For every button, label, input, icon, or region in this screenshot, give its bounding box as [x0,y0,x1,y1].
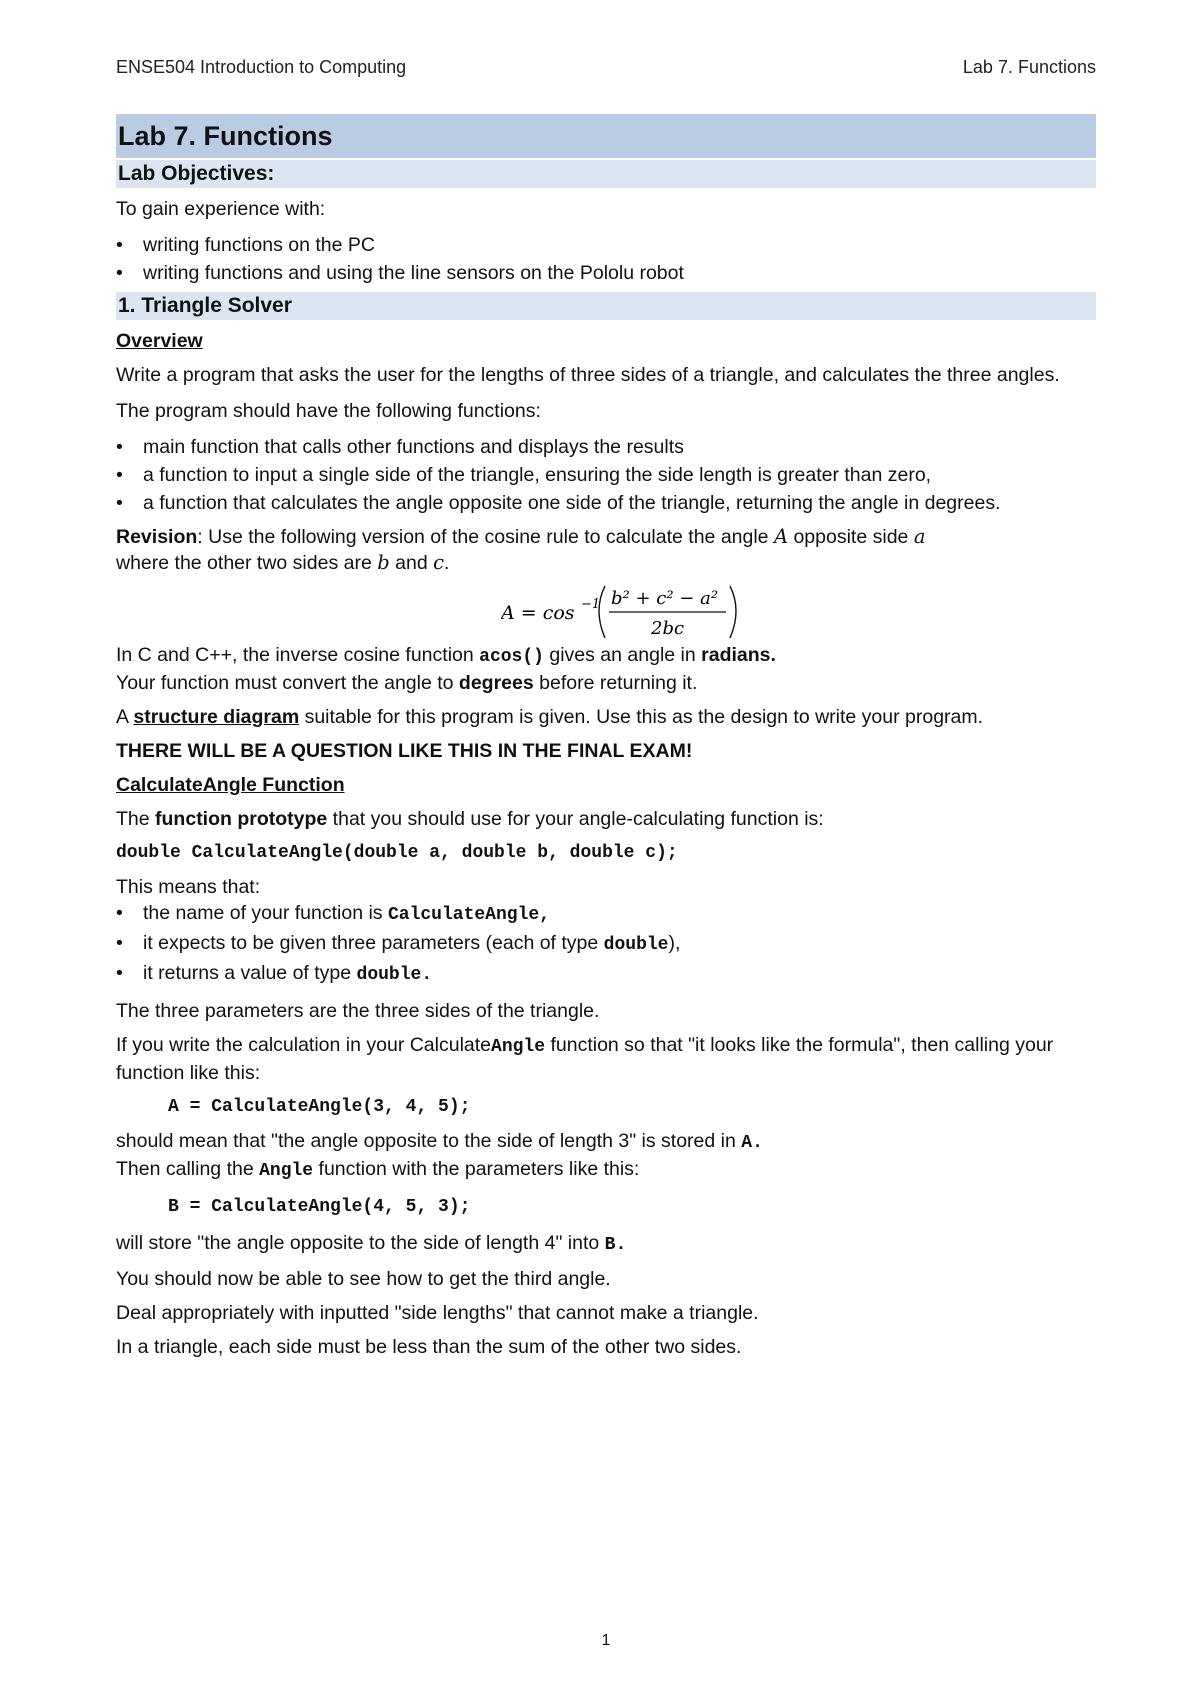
call-a-code: A = CalculateAngle(3, 4, 5); [168,1097,471,1117]
page-title: Lab 7. Functions [116,114,1096,158]
running-header [116,57,1096,81]
formula-call-paragraph: If you write the calculation in your CalculateAngle function so that "it looks like the formula", then calling your function like this: [116,1034,1054,1084]
call-b-code: B = CalculateAngle(4, 5, 3); [168,1197,471,1217]
structure-paragraph: A structure diagram suitable for this program is given. Use this as the design to write your program. [116,706,984,728]
overview-heading: Overview [116,330,203,352]
objective-item: • writing functions on the PC [116,232,1096,258]
right-paren [730,586,736,638]
triangle-rule-text: In a triangle, each side must be less than the sum of the other two sides. [116,1336,742,1358]
page-number: 1 [601,1632,611,1649]
structure-diagram-link[interactable]: structure diagram [133,706,300,728]
objective-item: • writing functions and using the line sensors on the Pololu robot [116,260,1096,286]
formula-exponent: −1 [581,597,601,612]
objectives-heading: Lab Objectives: [116,160,1096,188]
store-b-paragraph: will store "the angle opposite to the side of length 4" into B. [116,1232,627,1255]
revision-paragraph: Revision: Use the following version of the cosine rule to calculate the angle A opposite side a where the other two sides are b and c. [116,525,926,574]
functions-list [116,434,1096,516]
cosine-rule-formula [116,578,1096,642]
section-heading: 1. Triangle Solver [116,292,1096,320]
acos-paragraph: In C and C++, the inverse cosine function acos() gives an angle in radians. Your function must convert the angle to degrees before returning it. [116,644,776,694]
course-name: ENSE504 Introduction to Computing [116,57,407,77]
header-lab-title: Lab 7. Functions [962,57,1096,77]
means-item: • the name of your function is CalculateAngle, [116,900,1096,928]
third-angle-text: You should now be able to see how to get the third angle. [116,1268,611,1290]
formula-denominator: 2bc [651,618,685,639]
exam-note: THERE WILL BE A QUESTION LIKE THIS IN THE FINAL EXAM! [116,740,693,762]
formula-graphic [501,578,881,642]
means-text: This means that: [116,876,261,898]
function-item: • main function that calls other functions and displays the results [116,434,1096,460]
means-item: • it expects to be given three parameters (each of type double), [116,930,1096,958]
calc-heading: CalculateAngle Function [116,774,345,796]
function-item: • a function that calculates the angle opposite one side of the triangle, returning the angle in degrees. [116,490,1096,516]
params-text: The three parameters are the three sides of the triangle. [116,1000,600,1022]
prototype-intro: The function prototype that you should use for your angle-calculating function is: [116,808,824,830]
left-paren [599,586,605,638]
means-list [116,900,1096,988]
formula-lhs: A = cos [501,602,575,624]
objectives-intro: To gain experience with: [116,198,326,220]
prototype-code: double CalculateAngle(double a, double b, double c); [116,843,678,863]
overview-text: Write a program that asks the user for the lengths of three sides of a triangle, and calculates the three angles. [116,364,1060,386]
functions-intro: The program should have the following functions: [116,400,541,422]
function-item: • a function to input a single side of the triangle, ensuring the side length is greater than zero, [116,462,1096,488]
deal-text: Deal appropriately with inputted "side lengths" that cannot make a triangle. [116,1302,759,1324]
document-page [116,0,1096,1696]
stored-a-paragraph: should mean that "the angle opposite to the side of length 3" is stored in A. Then calling the Angle function with the parameters like this: [116,1130,763,1181]
objectives-list [116,232,1096,286]
means-item: • it returns a value of type double. [116,960,1096,988]
formula-numerator: b² + c² − a² [611,588,719,609]
revision-label: Revision [116,526,198,548]
content [116,114,1096,1360]
